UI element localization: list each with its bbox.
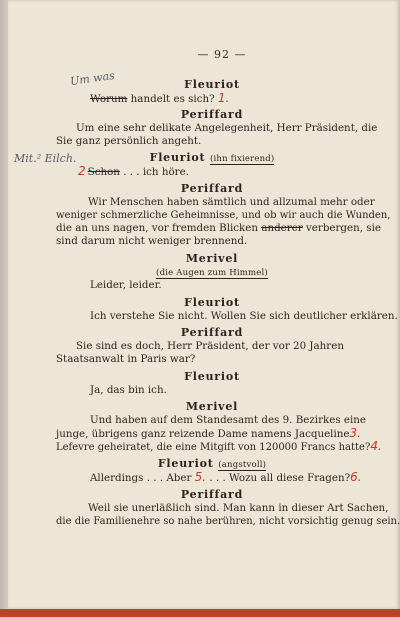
dialogue-line: Staatsanwalt in Paris war? [56,353,196,365]
line-text: handelt es sich? [127,93,215,105]
speaker-name: Fleuriot [157,457,214,470]
stage-direction-row [56,266,368,280]
page-number: — 92 — [197,48,247,61]
red-annotation-margin: 2 [78,164,86,178]
speaker-name: Periffard [180,488,244,501]
struck-word: Schon [87,166,120,178]
dialogue-line [56,427,361,441]
dialogue-line: sind darum nicht weniger brennend. [56,235,248,247]
struck-word: anderer [261,222,303,234]
stage-direction: (angstvoll) [218,460,267,470]
line-text: Lefevre geheiratet, die eine Mitgift von 120000 Francs hatte? [56,442,371,453]
speaker-name: Periffard [180,326,244,339]
dialogue-line: weniger schmerzliche Geheimnisse, und ob wir auch die Wunden, [56,210,391,221]
dialogue-line: die die Familienehre so nahe berühren, nicht vorsichtig genug sein. [56,516,400,527]
speaker-name: Fleuriot [184,78,240,91]
dialogue-line [90,92,229,106]
dialogue-line: Wir Menschen haben sämtlich und allzumal mehr oder [88,196,375,208]
stage-direction: (die Augen zum Himmel) [156,268,268,278]
speaker-name: Fleuriot [184,370,240,383]
speaker-heading [56,457,368,472]
red-annotation: 6. [350,470,362,484]
pencil-note-top: Um was [69,68,116,89]
red-annotation: 5. [194,470,207,484]
speaker-heading [56,151,368,166]
line-text: Allerdings . . . Aber [90,472,195,484]
line-text: . . . ich höre. [119,166,189,178]
dialogue-line: Sie ganz persönlich angeht. [56,135,202,147]
dialogue-line: Leider, leider. [90,279,162,291]
dialogue-line [90,471,362,485]
dialogue-line: Sie sind es doch, Herr Präsident, der vor 20 Jahren [76,340,344,352]
stage-direction: (ihn fixierend) [210,154,275,164]
dialogue-line: Um eine sehr delikate Angelegenheit, Herr Präsident, die [76,122,378,134]
dialogue-line [56,222,381,235]
speaker-name: Fleuriot [149,151,206,164]
dialogue-line: Ja, das bin ich. [90,384,167,396]
dialogue-line [56,440,382,454]
speaker-name: Periffard [180,108,244,121]
dialogue-line: Und haben auf dem Standesamt des 9. Bezirkes eine [90,414,366,426]
red-annotation: 1. [217,91,230,105]
pencil-note-margin-text: Mit.² Eilch. [14,152,77,165]
page-bottom-edge [0,609,400,617]
line-text: die an uns nagen, vor fremden Blicken [56,222,262,234]
red-annotation: 3. [349,426,361,440]
dialogue-line: Ich verstehe Sie nicht. Wollen Sie sich deutlicher erklären. [90,310,398,322]
dialogue-line [78,164,189,179]
line-text: junge, übrigens ganz reizende Dame namens Jacqueline [56,428,350,440]
speaker-name: Merivel [185,400,239,413]
line-text-tail: . . . Wozu all diese Fragen? [206,472,351,484]
dialogue-line: Weil sie unerläßlich sind. Man kann in dieser Art Sachen, [88,502,389,514]
speaker-name: Merivel [185,252,239,265]
line-text-tail: verbergen, sie [302,222,381,234]
speaker-name: Fleuriot [184,296,240,309]
red-annotation: 4. [370,439,382,453]
struck-word: Worum [90,93,128,105]
speaker-name: Periffard [180,182,244,195]
